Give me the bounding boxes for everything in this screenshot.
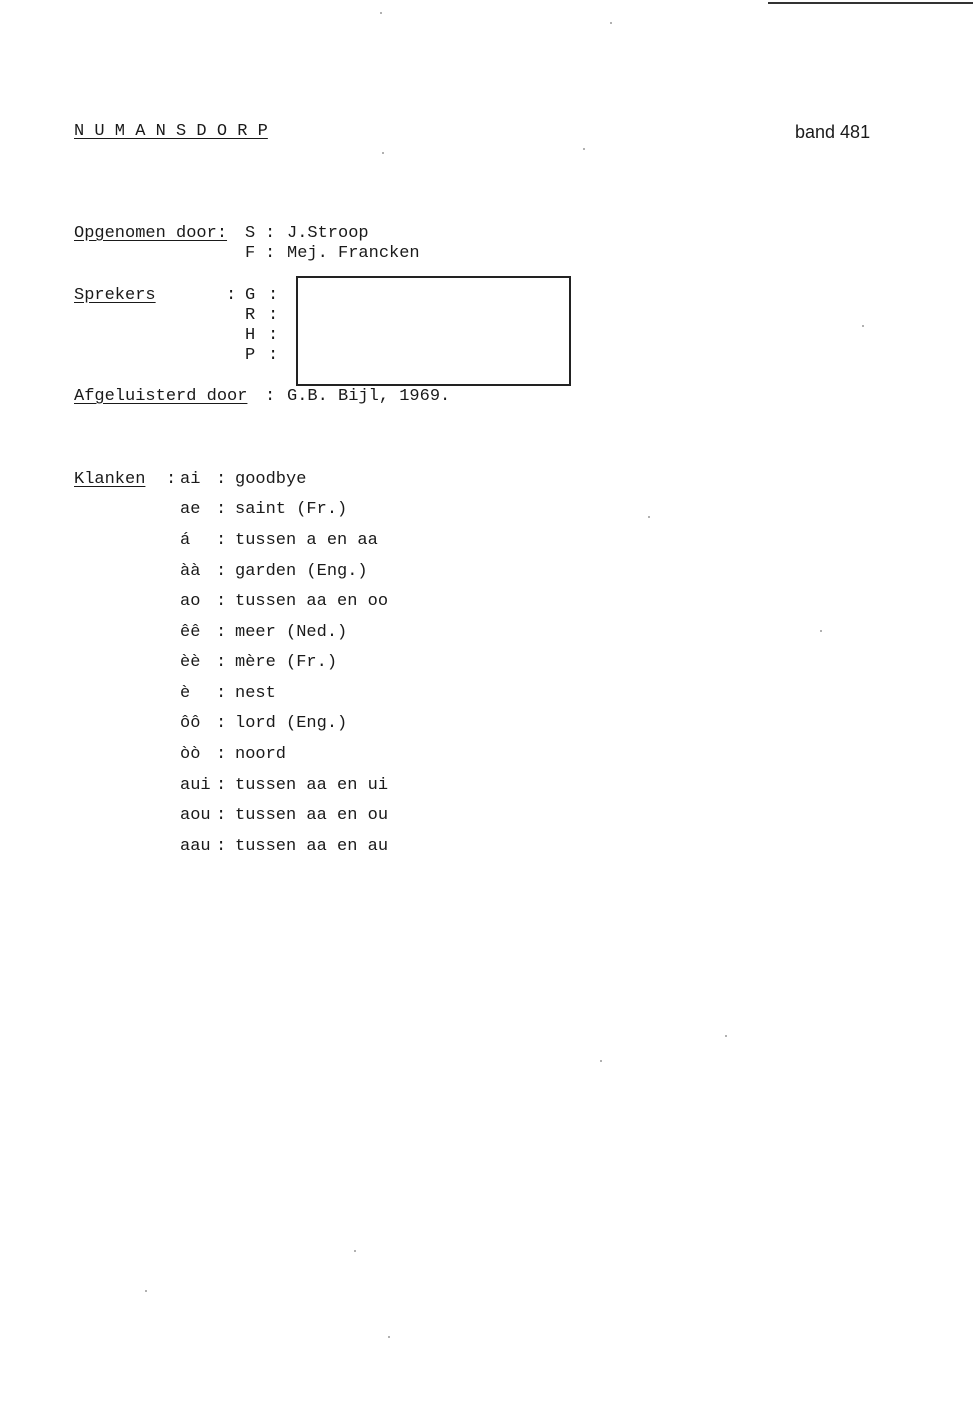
sounds-colon: : [166,470,177,489]
speaker-code-r: R [245,306,256,325]
sound-code: è [180,684,191,703]
band-number: band 481 [795,122,871,142]
sound-colon: : [216,500,227,519]
sound-colon: : [216,745,227,764]
sound-code: ai [180,470,201,489]
sound-code: ao [180,592,201,611]
speaker-code-h: H [245,326,256,345]
sound-colon: : [216,653,227,672]
speaker-colon-g: : [268,286,279,305]
speaker-colon-h: : [268,326,279,345]
listened-colon: : [265,387,276,406]
scan-speck [862,325,864,327]
sound-colon: : [216,592,227,611]
recorder-colon-s: : [265,224,276,243]
sound-description: lord (Eng.) [235,714,348,733]
speaker-colon-p: : [268,346,279,365]
listened-label: Afgeluisterd door [74,387,248,406]
sound-description: goodbye [235,470,307,489]
scan-speck [380,12,382,14]
sound-code: aau [180,837,211,856]
recorder-name-f: Mej. Francken [287,244,420,263]
sound-description: mère (Fr.) [235,653,338,672]
scan-speck [648,516,650,518]
sound-colon: : [216,531,227,550]
scan-speck [388,1336,390,1338]
sound-description: tussen aa en ui [235,776,389,795]
sound-colon: : [216,623,227,642]
sound-code: aui [180,776,211,795]
scan-speck [610,22,612,24]
sound-description: tussen a en aa [235,531,378,550]
sound-description: saint (Fr.) [235,500,348,519]
recorder-name-s: J.Stroop [287,224,369,243]
sound-colon: : [216,714,227,733]
scan-speck [354,1250,356,1252]
sound-colon: : [216,806,227,825]
sound-code: êê [180,623,201,642]
sound-colon: : [216,776,227,795]
speakers-label: Sprekers [74,286,156,305]
speaker-colon-r: : [268,306,279,325]
sound-description: tussen aa en au [235,837,389,856]
scan-speck [725,1035,727,1037]
sound-description: meer (Ned.) [235,623,348,642]
sound-colon: : [216,470,227,489]
sound-code: èè [180,653,201,672]
sound-code: ae [180,500,201,519]
sound-colon: : [216,562,227,581]
sound-description: noord [235,745,287,764]
scan-speck [145,1290,147,1292]
sound-code: á [180,531,191,550]
sound-description: tussen aa en ou [235,806,389,825]
recorded-by-label: Opgenomen door: [74,224,228,243]
sounds-label: Klanken [74,470,146,489]
scan-speck [382,152,384,154]
listened-value: G.B. Bijl, 1969. [287,387,451,406]
speaker-code-g: G [245,286,256,305]
top-rule [768,2,973,4]
sound-description: garden (Eng.) [235,562,368,581]
sound-description: nest [235,684,276,703]
sound-code: aou [180,806,211,825]
sound-description: tussen aa en oo [235,592,389,611]
sound-code: òò [180,745,201,764]
recorder-code-s: S [245,224,256,243]
sound-colon: : [216,684,227,703]
place-title: N U M A N S D O R P [74,122,268,141]
sound-code: ôô [180,714,201,733]
sound-code: àà [180,562,201,581]
speakers-box [296,276,571,386]
speaker-code-p: P [245,346,256,365]
speakers-colon: : [226,286,237,305]
recorder-colon-f: : [265,244,276,263]
scan-speck [600,1060,602,1062]
scan-speck [583,148,585,150]
scan-speck [820,630,822,632]
recorder-code-f: F [245,244,256,263]
sound-colon: : [216,837,227,856]
